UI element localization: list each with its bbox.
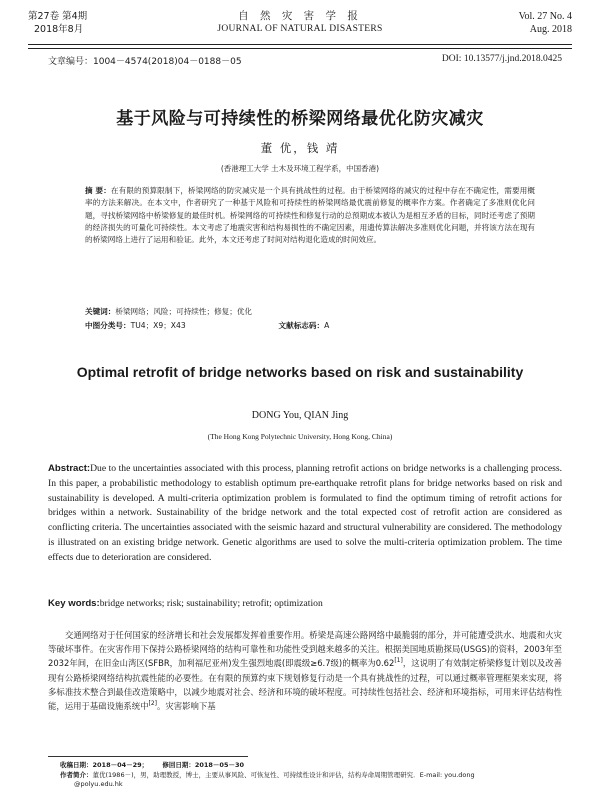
- affiliation-cn: (香港理工大学 土木及环境工程学系，中国香港): [220, 164, 380, 173]
- citation-2[interactable]: [2]: [148, 700, 157, 708]
- header-center: [28, 10, 572, 36]
- citation-1[interactable]: [1]: [394, 657, 403, 665]
- body-text-a: 交通网络对于任何国家的经济增长和社会发展都发挥着重要作用。桥梁是高速公路网络中最脆弱的部分，并可能遭受洪水、地震和火灾等破坏事件。在灾害作用下保持公路桥梁网络的结构可靠性和功能性受到越来越多的关注。根据美国地质勘探局(USGS)的资料，2003年至2032年间，在旧金山湾区(SFBR，加利福尼亚州)发生强烈地震(即震级≥6.7级)的概率为0.62: [48, 630, 562, 669]
- volume-cn: 第27卷 第4期: [28, 11, 88, 22]
- date-en: Aug. 2018: [529, 24, 572, 35]
- author-info-label: 作者简介：: [60, 771, 93, 779]
- body-text-b: ，这说明了有效制定桥梁修复计划以及改善现有公路桥梁网络结构抗震性能的必要性。在有限的预算约束下规划修复行动是一个具有挑战性的过程，可以通过概率管理框架来实现，将多标准技术整合到最佳改造策略中，以减少地震对社会、经济和环境的破坏程度。可持续性包括社会、经济和环境指标，可用来评估结构性能，运用于基础设施系统中: [48, 658, 562, 712]
- title-cn: 基于风险与可持续性的桥梁网络最优化防灾减灾: [116, 109, 484, 129]
- header-right: [519, 10, 572, 36]
- doc-code-label: 文献标志码：: [278, 321, 325, 330]
- keywords-en-text: bridge networks; risk; sustainability; retrofit; optimization: [99, 598, 323, 609]
- running-header: [28, 10, 572, 42]
- footnote-rule: [48, 756, 248, 757]
- keywords-cn-text: 桥梁网络；风险；可持续性；修复；优化: [115, 307, 253, 316]
- author-info-text: 董优(1986－)，男，助理教授，博士，主要从事风险、可恢复性、可持续性设计和评估，结构寿命周期管理研究．E-mail: you.dong: [92, 771, 475, 779]
- footnote-author: [60, 771, 570, 789]
- volume-en: Vol. 27 No. 4: [518, 11, 572, 22]
- class-value: TU4；X9；X43: [130, 321, 186, 330]
- header-rule: [28, 44, 572, 49]
- abstract-en-label: Abstract:: [48, 463, 91, 474]
- author-email-cont: @polyu.edu.hk: [74, 780, 123, 788]
- class-label: 中图分类号：: [85, 321, 131, 330]
- abstract-en: [48, 462, 562, 566]
- date-cn: 2018年8月: [34, 24, 84, 35]
- article-number: 文章编号：1004－4574(2018)04－0188－05: [48, 57, 242, 67]
- abstract-cn: [85, 185, 535, 246]
- journal-name-en: JOURNAL OF NATURAL DISASTERS: [217, 24, 383, 34]
- authors-en: DONG You, QIAN Jing: [251, 410, 349, 421]
- body-text-c: 。灾害影响下基: [157, 701, 216, 712]
- footnote-dates: [60, 761, 570, 770]
- authors-cn: 董 优，钱 靖: [260, 141, 340, 155]
- revised-date: 修回日期：2018－05－30: [162, 761, 245, 769]
- journal-name-cn: 自 然 灾 害 学 报: [238, 10, 362, 22]
- body-paragraph: [48, 628, 562, 713]
- abstract-en-text: Due to the uncertainties associated with this process, planning retrofit actions on bridge networks is a challenging process. In this paper, a probabilistic methodology to establish optimum pre-earthquake retrofit plans for bridge networks based on risk and sustainability is developed. A multi-criteria optimization problem is formulated to find the optimum timing of retrofit actions for bridges within a network. Sustainability of the bridge network and the total expected cost of retrofit action are considered as conflicting criteria. The uncertainties associated with the seismic hazard and structural vulnerability are considered. The methodology is illustrated on an existing bridge network. Genetic algorithms are used to solve the multi-criteria optimization problem. The time effects due to deterioration are considered.: [48, 463, 562, 563]
- affiliation-en: (The Hong Kong Polytechnic University, Hong Kong, China): [207, 432, 393, 441]
- abstract-cn-label: 摘 要：: [85, 186, 111, 195]
- received-date: 收稿日期：2018－04－29；: [60, 761, 149, 769]
- classification-line: [85, 320, 329, 331]
- doc-code-value: A: [324, 321, 330, 330]
- abstract-cn-text: 在有限的预算限制下，桥梁网络的防灾减灾是一个具有挑战性的过程。由于桥梁网络的减灾的过程中存在不确定性，需要用概率的方法来解决。在本文中，作者研究了一种基于风险和可持续性的桥梁网络最优震前修复的概率作方案。作者确定了多准则优化问题，寻找桥梁网络中桥梁修复的最佳时机。桥梁网络的可持续性和修复行动的总预期成本被认为是相互矛盾的目标，同时还考虑了预期的经济损失的可量化可持续性。本文考虑了地震灾害和结构易损性的不确定因素，用遗传算法解决多准则优化问题，并将该方法在现有的桥梁网络上进行了运用和验证。此外，本文还考虑了时间对结构退化造成的时间效应。: [85, 186, 535, 245]
- keywords-en: [48, 598, 562, 609]
- keywords-cn: [85, 306, 252, 317]
- title-en: Optimal retrofit of bridge networks based on risk and sustainability: [76, 364, 524, 380]
- keywords-cn-label: 关键词：: [85, 307, 116, 316]
- doi: DOI: 10.13577/j.jnd.2018.0425: [441, 54, 562, 64]
- keywords-en-label: Key words:: [48, 598, 100, 609]
